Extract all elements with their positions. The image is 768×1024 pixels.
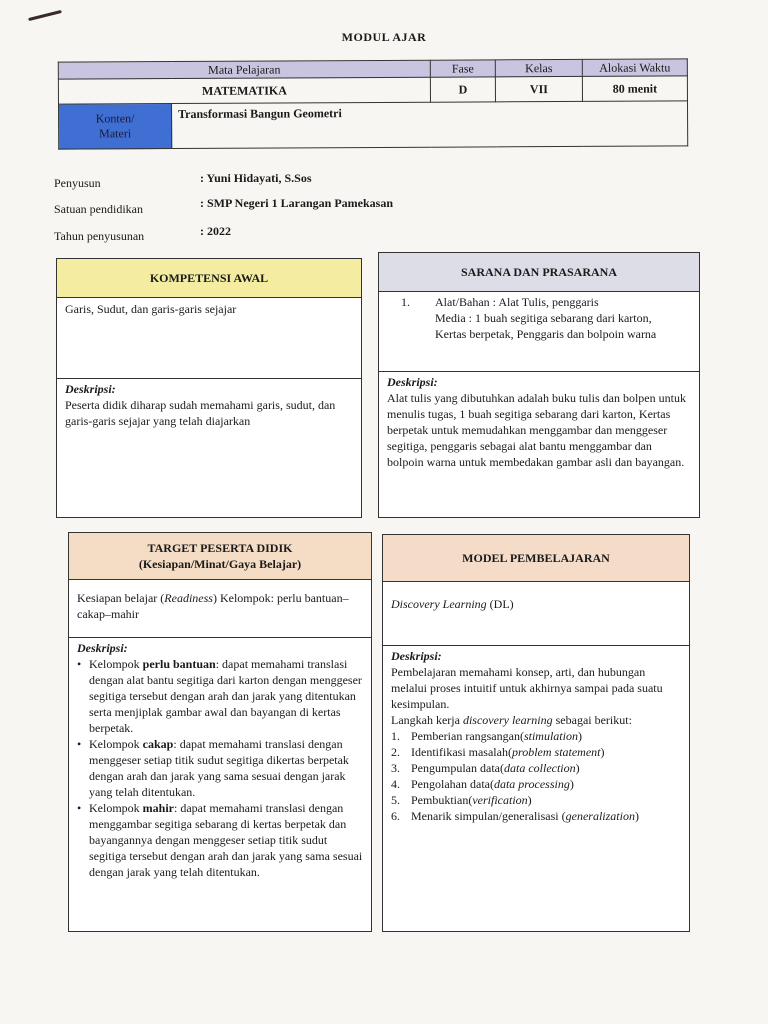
model-step-4: 4. Pengolahan data(data processing) [391,777,574,791]
header-mapel: Mata Pelajaran [58,60,430,79]
model-steps-intro: Langkah kerja discovery learning sebagai berikut: [391,713,632,727]
pen-mark [28,10,62,21]
subject-table [58,58,688,149]
sarana-content [379,292,699,372]
value-waktu: 80 menit [582,76,687,102]
value-fase: D [430,77,495,102]
sarana-box [378,252,700,518]
value-kelas: VII [495,76,582,101]
kompetensi-awal-title: KOMPETENSI AWAL [57,259,361,298]
sarana-item-body [435,294,656,342]
tahun-value: : 2022 [200,224,231,238]
kompetensi-desc-label: Deskripsi: [65,382,116,396]
model-box [382,534,690,932]
kompetensi-awal-content: Garis, Sudut, dan garis-garis sejajar [57,298,361,379]
sarana-item-num: 1. [401,295,410,309]
model-steps-list [391,728,681,824]
model-step-6: 6. Menarik simpulan/generalisasi (generalization) [391,809,639,823]
target-title-2: (Kesiapan/Minat/Gaya Belajar) [138,557,302,571]
model-desc-label: Deskripsi: [391,649,442,663]
target-description [69,638,371,882]
target-title [69,533,371,580]
document-title: MODUL AJAR [341,30,427,44]
target-title-1: TARGET PESERTA DIDIK [147,541,293,555]
kompetensi-awal-description [57,379,361,431]
model-step-3: 3. Pengumpulan data(data collection) [391,761,580,775]
model-step-2: 2. Identifikasi masalah(problem statement) [391,745,605,759]
target-list [77,656,363,880]
sarana-desc-label: Deskripsi: [387,375,438,389]
target-item-1: • Kelompok perlu bantuan: dapat memahami translasi dengan alat bantu segitiga dari karton dengan menggeser segitiga tersebut dengan arah dan jarak yang ditentukan serta menjiplak gambar awal dan bayangan di kertas berpetak. [77,657,362,735]
model-description [383,646,689,826]
konten-label: Konten/ Materi [58,104,171,150]
model-step-1: 1. Pemberian rangsangan(stimulation) [391,729,582,743]
target-item-3: • Kelompok mahir: dapat memahami translasi dengan menggambar segitiga sebarang di kertas berpetak dan bayangannya dengan menggeser setiap titik sudut segitiga tersebut dengan arah dan jarak yang sama sesuai dengan jarak yang telah ditentukan. [77,801,363,879]
model-content: Discovery Learning (DL) [383,582,689,646]
konten-value: Transformasi Bangun Geometri [171,101,687,149]
sarana-line-2: Media : 1 buah segitiga sebarang dari karton, [435,311,652,325]
sarana-line-3: Kertas berpetak, Penggaris dan bolpoin warna [435,327,657,341]
model-step-5: 5. Pembuktian(verification) [391,793,532,807]
kompetensi-desc-text: Peserta didik diharap sudah memahami garis, sudut, dan garis-garis sejajar yang telah diajarkan [65,398,336,428]
penyusun-label: Penyusun [54,176,101,190]
model-desc-text: Pembelajaran memahami konsep, arti, dan hubungan melalui proses intuitif untuk akhirnya sampai pada suatu kesimpulan. [391,665,663,711]
header-fase: Fase [430,60,495,77]
satuan-label: Satuan pendidikan [54,202,143,216]
target-content: Kesiapan belajar (Readiness) Kelompok: perlu bantuan–cakap–mahir [69,580,371,638]
value-mapel: MATEMATIKA [58,77,430,104]
sarana-line-1: Alat/Bahan : Alat Tulis, penggaris [435,295,599,309]
tahun-label: Tahun penyusunan [54,229,145,243]
sarana-desc-text: Alat tulis yang dibutuhkan adalah buku tulis dan bolpen untuk menulis tugas, 1 buah segitiga sebarang dari karton, Kertas berpetak untuk memudahkan menggambar dan menggeser segitiga, penggaris sebagai alat bantu menggambar dan bolpoin warna untuk membedakan gambar asli dan bayangan. [387,391,686,469]
target-box [68,532,372,932]
model-title: MODEL PEMBELAJARAN [383,535,689,582]
sarana-title: SARANA DAN PRASARANA [379,253,699,292]
header-waktu: Alokasi Waktu [582,59,687,77]
sarana-description [379,372,699,472]
kompetensi-awal-box [56,258,362,518]
sarana-item-1 [387,294,691,342]
satuan-value: : SMP Negeri 1 Larangan Pamekasan [200,196,393,210]
target-desc-label: Deskripsi: [77,641,128,655]
penyusun-value: : Yuni Hidayati, S.Sos [200,171,312,185]
target-item-2: • Kelompok cakap: dapat memahami translasi dengan menggeser setiap titik sudut segitiga dikertas berpetak dengan arah dan jarak yang sama sesuai dengan jarak yang telah ditentukan. [77,737,349,799]
header-kelas: Kelas [495,59,582,76]
